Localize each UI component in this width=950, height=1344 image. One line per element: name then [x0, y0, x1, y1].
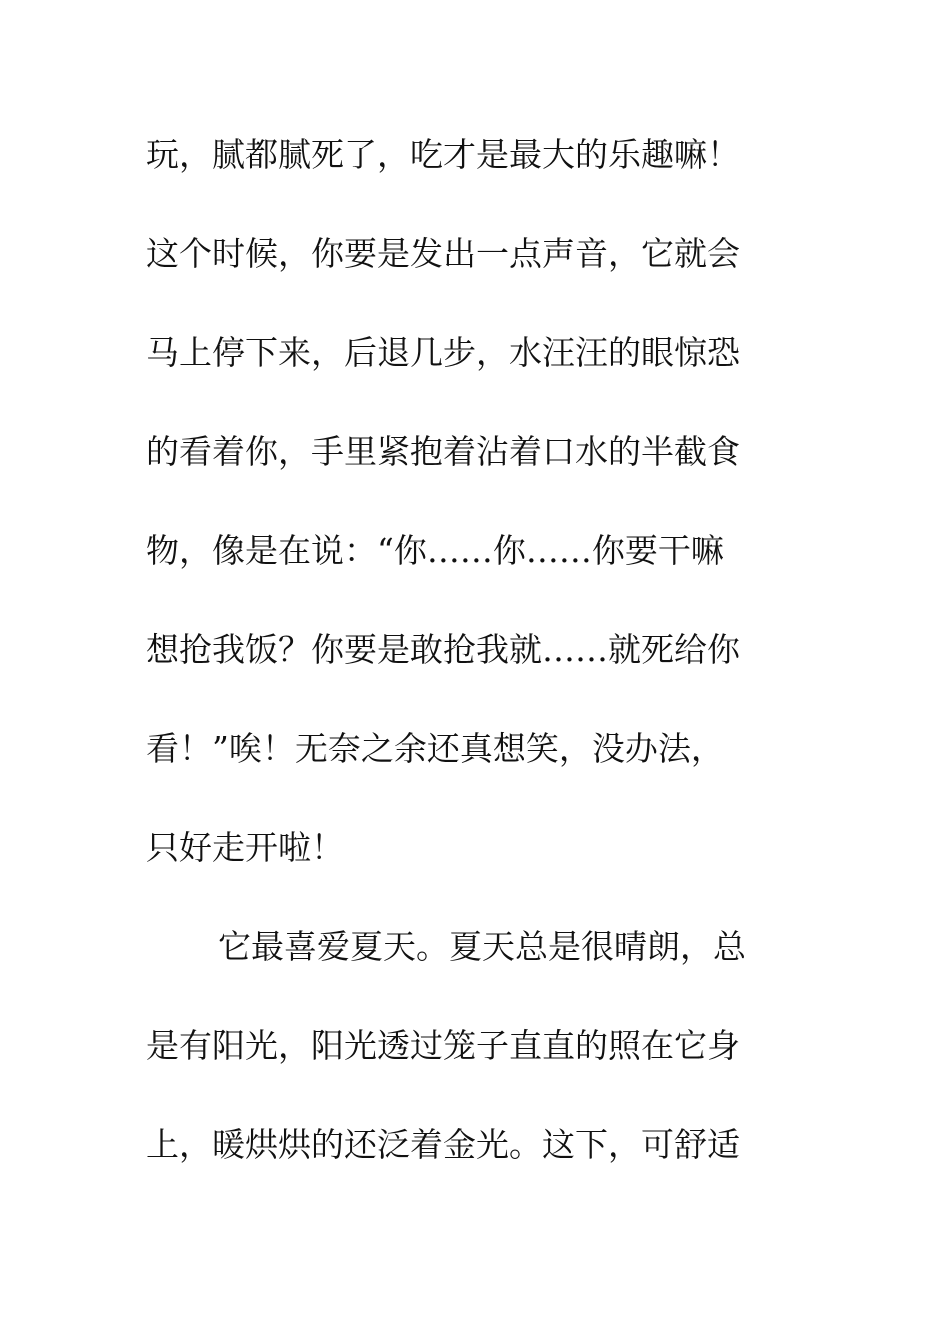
- paragraph-start-line: 它最喜爱夏天。夏天总是很晴朗，总: [218, 927, 746, 966]
- text-line: 只好走开啦！: [146, 828, 344, 867]
- body-text: [146, 128, 811, 1217]
- text-line: 上，暖烘烘的还泛着金光。这下，可舒适: [146, 1125, 740, 1164]
- text-line: 物，像是在说：“你……你……你要干嘛: [146, 531, 724, 570]
- text-line: 马上停下来，后退几步，水汪汪的眼惊恐: [146, 333, 740, 372]
- text-line: 玩，腻都腻死了，吃才是最大的乐趣嘛！: [146, 135, 740, 174]
- text-line: 这个时候，你要是发出一点声音，它就会: [146, 234, 740, 273]
- text-line: 想抢我饭？你要是敢抢我就……就死给你: [146, 630, 740, 669]
- text-line: 是有阳光，阳光透过笼子直直的照在它身: [146, 1026, 740, 1065]
- text-line: 看！”唉！无奈之余还真想笑，没办法，: [146, 729, 724, 768]
- text-line: 的看着你，手里紧抱着沾着口水的半截食: [146, 432, 740, 471]
